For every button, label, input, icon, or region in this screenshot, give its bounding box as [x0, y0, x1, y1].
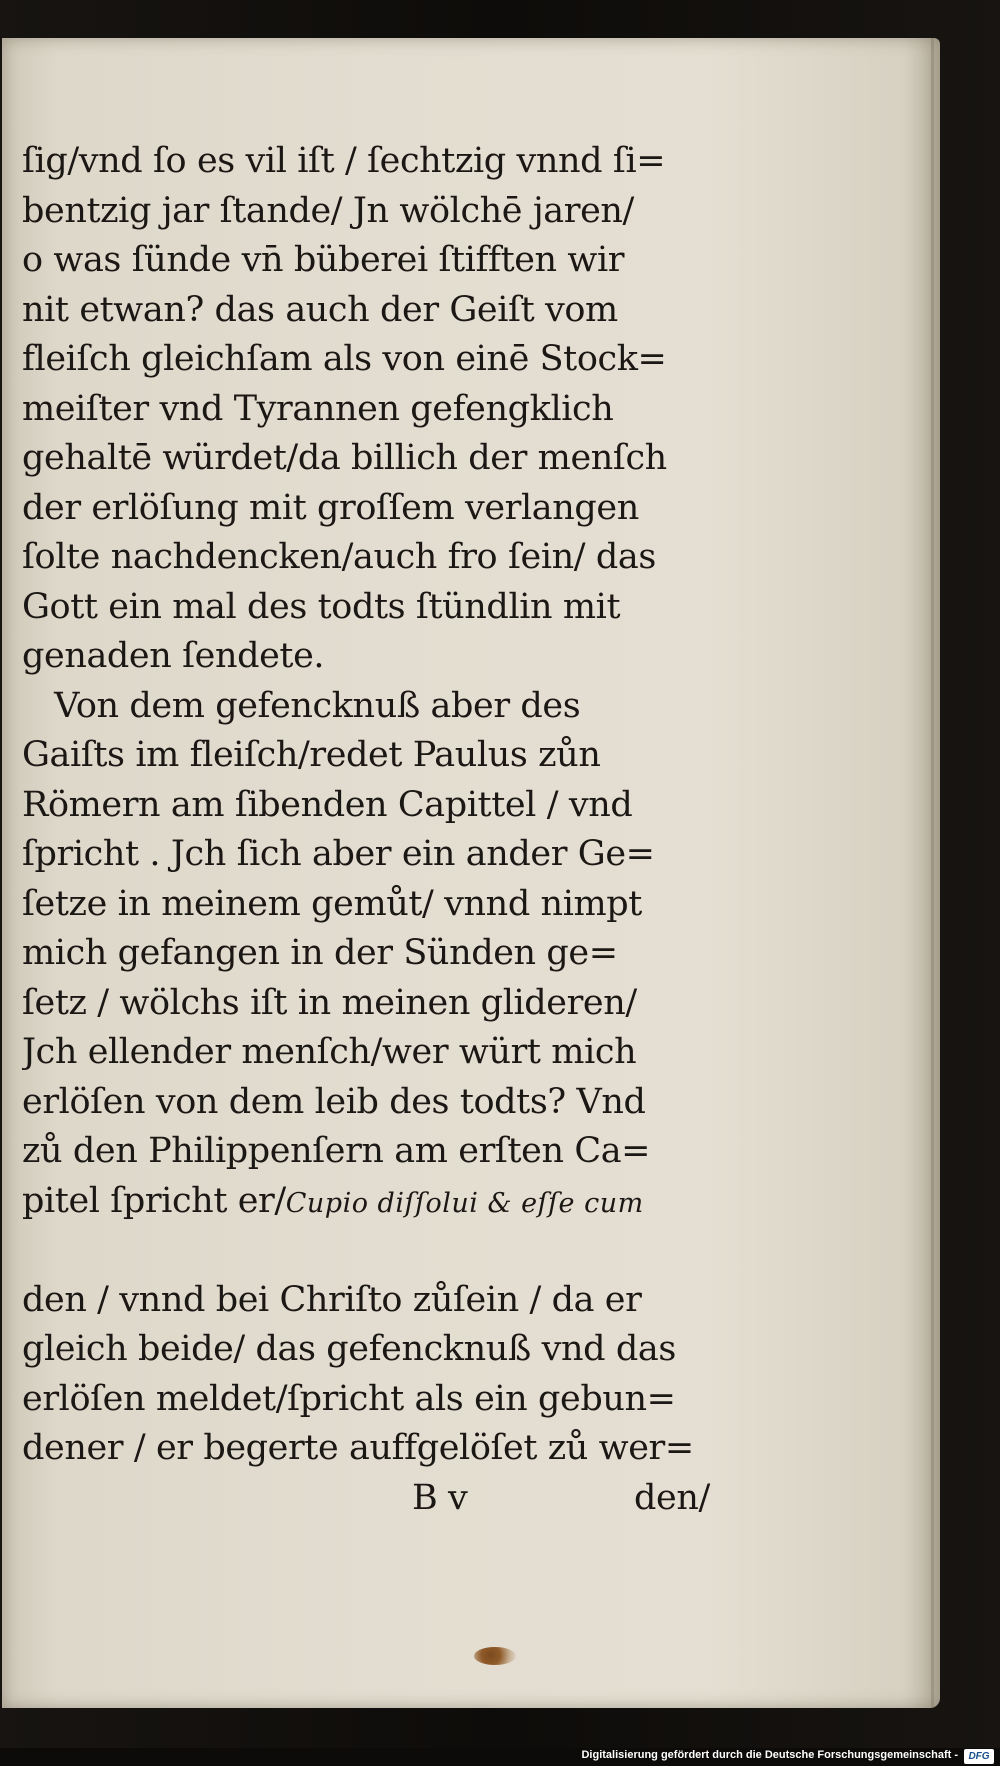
text-line-with-latin	[22, 1226, 712, 1276]
dfg-logo: DFG	[964, 1749, 994, 1764]
text-line: Gaiſts im fleiſch/redet Paulus zůn	[22, 735, 601, 775]
book-page	[2, 38, 940, 1708]
text-segment: pitel ſpricht er/	[22, 1180, 286, 1221]
text-line: den / vnnd bei Chriſto zůſein / da er	[22, 1279, 642, 1320]
text-line: Gott ein mal des todts ſtündlin mit	[22, 586, 621, 627]
text-line: dener / er begerte auffgelöſet zů wer=	[22, 1428, 694, 1468]
signature-line	[22, 1474, 712, 1524]
ink-stain	[474, 1647, 516, 1665]
text-line: mich gefangen in der Sünden ge=	[22, 933, 618, 973]
text-line: ſpricht . Jch ſich aber ein ander Ge=	[22, 834, 655, 874]
text-line: der erlöſung mit groſſem verlangen	[22, 487, 639, 528]
catchword: den/	[634, 1477, 710, 1518]
text-line: meiſter vnd Tyrannen gefengklich	[22, 388, 614, 429]
text-line: gleich beide/ das gefencknuß vnd das	[22, 1329, 676, 1369]
digitization-credit: Digitalisierung gefördert durch die Deutsche Forschungsgemeinschaft -	[581, 1749, 958, 1761]
text-line: ſig/vnd ſo es vil iſt / ſechtzig vnnd ſi=	[22, 141, 666, 181]
text-line: erlöſen von dem leib des todts? Vnd	[22, 1081, 646, 1122]
signature-mark: B v	[412, 1477, 468, 1518]
text-line: ſetze in meinem gemůt/ vnnd nimpt	[22, 883, 642, 924]
text-line-with-latin	[22, 1177, 712, 1227]
text-line: o was ſünde vn̄ büberei ſtifften wir	[22, 240, 625, 280]
text-line: bentzig jar ſtande/ Jn wölchē jaren/	[22, 190, 634, 231]
text-line: ſolte nachdencken/auch fro ſein/ das	[22, 537, 656, 577]
text-line: nit etwan? das auch der Geiſt vom	[22, 289, 618, 330]
text-line: fleiſch gleichſam als von einē Stock=	[22, 339, 667, 379]
text-line: Römern am ſibenden Capittel / vnd	[22, 784, 633, 825]
text-line: ſetz / wölchs iſt in meinen glideren/	[22, 982, 637, 1023]
text-line: Von dem gefencknuß aber des	[22, 685, 581, 726]
page-text	[22, 137, 712, 1523]
text-line: zů den Philippenſern am erſten Ca=	[22, 1131, 651, 1171]
text-line: Jch ellender menſch/wer würt mich	[22, 1032, 637, 1072]
text-line: genaden ſendete.	[22, 636, 325, 676]
text-line: gehaltē würdet/da billich der menſch	[22, 438, 667, 478]
text-line: erlöſen meldet/ſpricht als ein gebun=	[22, 1378, 676, 1419]
latin-quote: Cupio diſſolui & eſſe cum	[285, 1187, 644, 1219]
